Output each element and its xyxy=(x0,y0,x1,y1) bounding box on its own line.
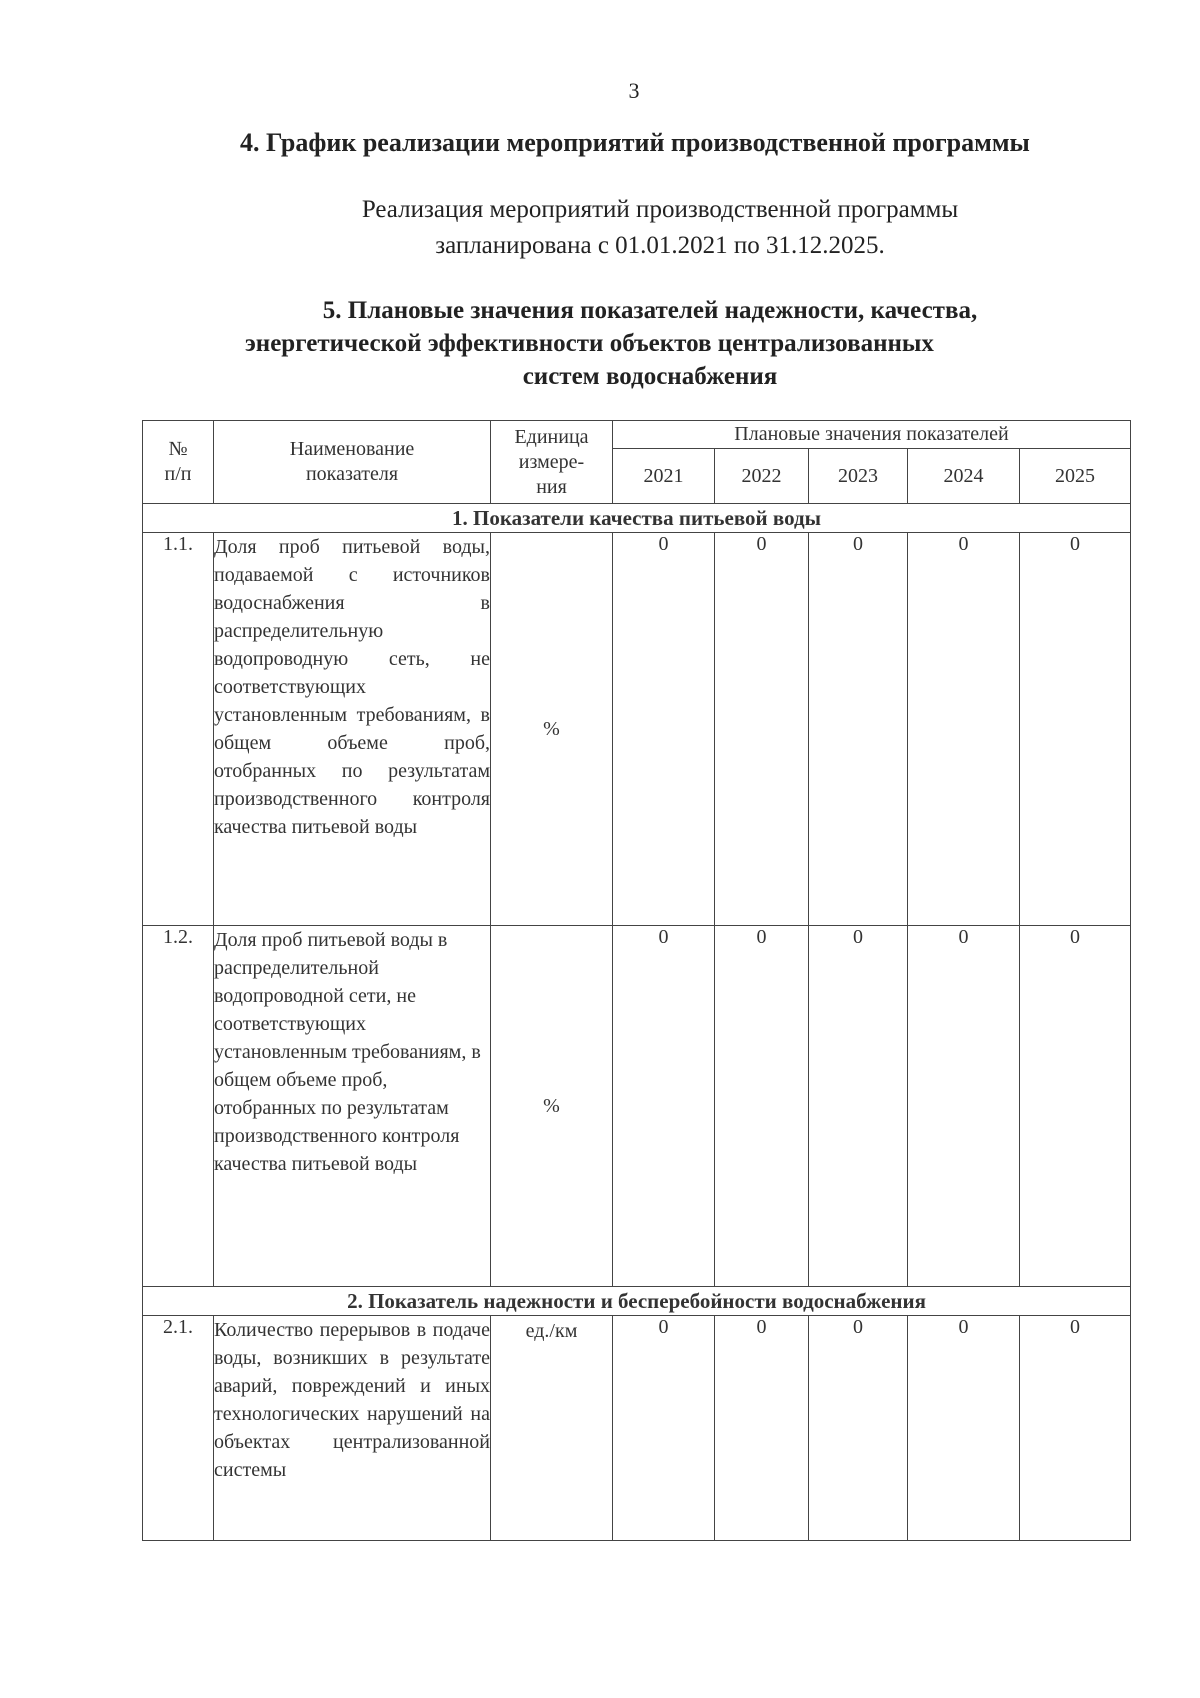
table-header-row-1 xyxy=(143,421,1131,449)
value-cell: 0 xyxy=(613,533,715,926)
section-row xyxy=(143,504,1131,533)
row-number: 2.1. xyxy=(143,1316,214,1541)
unit-cell: % xyxy=(491,533,613,926)
unit-cell: % xyxy=(491,926,613,1287)
section-row xyxy=(143,1287,1131,1316)
header-num-line-2: п/п xyxy=(164,463,192,485)
header-planned-values: Плановые значения показателей xyxy=(613,421,1131,449)
section-5-title-line-3: систем водоснабжения xyxy=(522,363,778,390)
table-row xyxy=(143,1316,1131,1541)
value-cell: 0 xyxy=(613,1316,715,1541)
header-unit-line-3: ния xyxy=(536,475,567,498)
indicators-table xyxy=(142,420,1131,1541)
section-4-text-line-2: запланирована с 01.01.2021 по 31.12.2025. xyxy=(435,232,885,259)
value-cell: 0 xyxy=(715,533,809,926)
value-cell: 0 xyxy=(613,926,715,1287)
value-cell: 0 xyxy=(908,1316,1020,1541)
value-cell: 0 xyxy=(908,926,1020,1287)
header-year: 2025 xyxy=(1020,449,1131,504)
header-unit-cell xyxy=(491,421,613,504)
section-5-title xyxy=(220,294,1080,393)
value-cell: 0 xyxy=(1020,1316,1131,1541)
row-number: 1.1. xyxy=(143,533,214,926)
header-num-cell xyxy=(143,421,214,504)
header-name-line-2: показателя xyxy=(305,463,399,485)
value-cell: 0 xyxy=(809,1316,908,1541)
header-year: 2023 xyxy=(809,449,908,504)
row-number: 1.2. xyxy=(143,926,214,1287)
value-cell: 0 xyxy=(1020,926,1131,1287)
indicator-name: Доля проб питьевой воды в распределительной водопроводной сети, не соответствующих установленным требованиям, в общем объеме проб, отобранных по результатам производственного контроля качества питьевой воды xyxy=(214,926,491,1287)
table-row xyxy=(143,533,1131,926)
value-cell: 0 xyxy=(715,926,809,1287)
header-unit-line-1: Единица xyxy=(514,425,589,448)
header-num-line-1: № xyxy=(168,438,188,460)
section-4-text xyxy=(320,192,1000,264)
table-row xyxy=(143,926,1131,1287)
section-title: 2. Показатель надежности и бесперебойности водоснабжения xyxy=(143,1287,1131,1316)
section-4-title: 4. График реализации мероприятий производственной программы xyxy=(240,128,1030,157)
value-cell: 0 xyxy=(715,1316,809,1541)
page-number: 3 xyxy=(628,78,640,103)
header-year: 2022 xyxy=(715,449,809,504)
header-year: 2024 xyxy=(908,449,1020,504)
header-name-line-1: Наименование xyxy=(289,438,415,460)
section-4-text-line-1: Реализация мероприятий производственной программы xyxy=(361,196,959,223)
indicator-name: Количество перерывов в подаче воды, возникших в результате аварий, повреждений и иных технологических нарушений на объектах централизованной системы xyxy=(214,1316,491,1541)
value-cell: 0 xyxy=(1020,533,1131,926)
header-name-cell xyxy=(214,421,491,504)
header-year: 2021 xyxy=(613,449,715,504)
section-title: 1. Показатели качества питьевой воды xyxy=(143,504,1131,533)
value-cell: 0 xyxy=(809,926,908,1287)
header-unit-line-2: измере- xyxy=(518,450,585,473)
indicator-name: Доля проб питьевой воды, подаваемой с источников водоснабжения в распределительную водопроводную сеть, не соответствующих установленным требованиям, в общем объеме проб, отобранных по результатам производственного контроля качества питьевой воды xyxy=(214,533,491,926)
section-5-title-line-1: 5. Плановые значения показателей надежности, качества, xyxy=(322,297,978,324)
section-5-title-line-2: энергетической эффективности объектов централизованных xyxy=(245,330,934,357)
value-cell: 0 xyxy=(908,533,1020,926)
value-cell: 0 xyxy=(809,533,908,926)
unit-cell: ед./км xyxy=(491,1316,613,1541)
